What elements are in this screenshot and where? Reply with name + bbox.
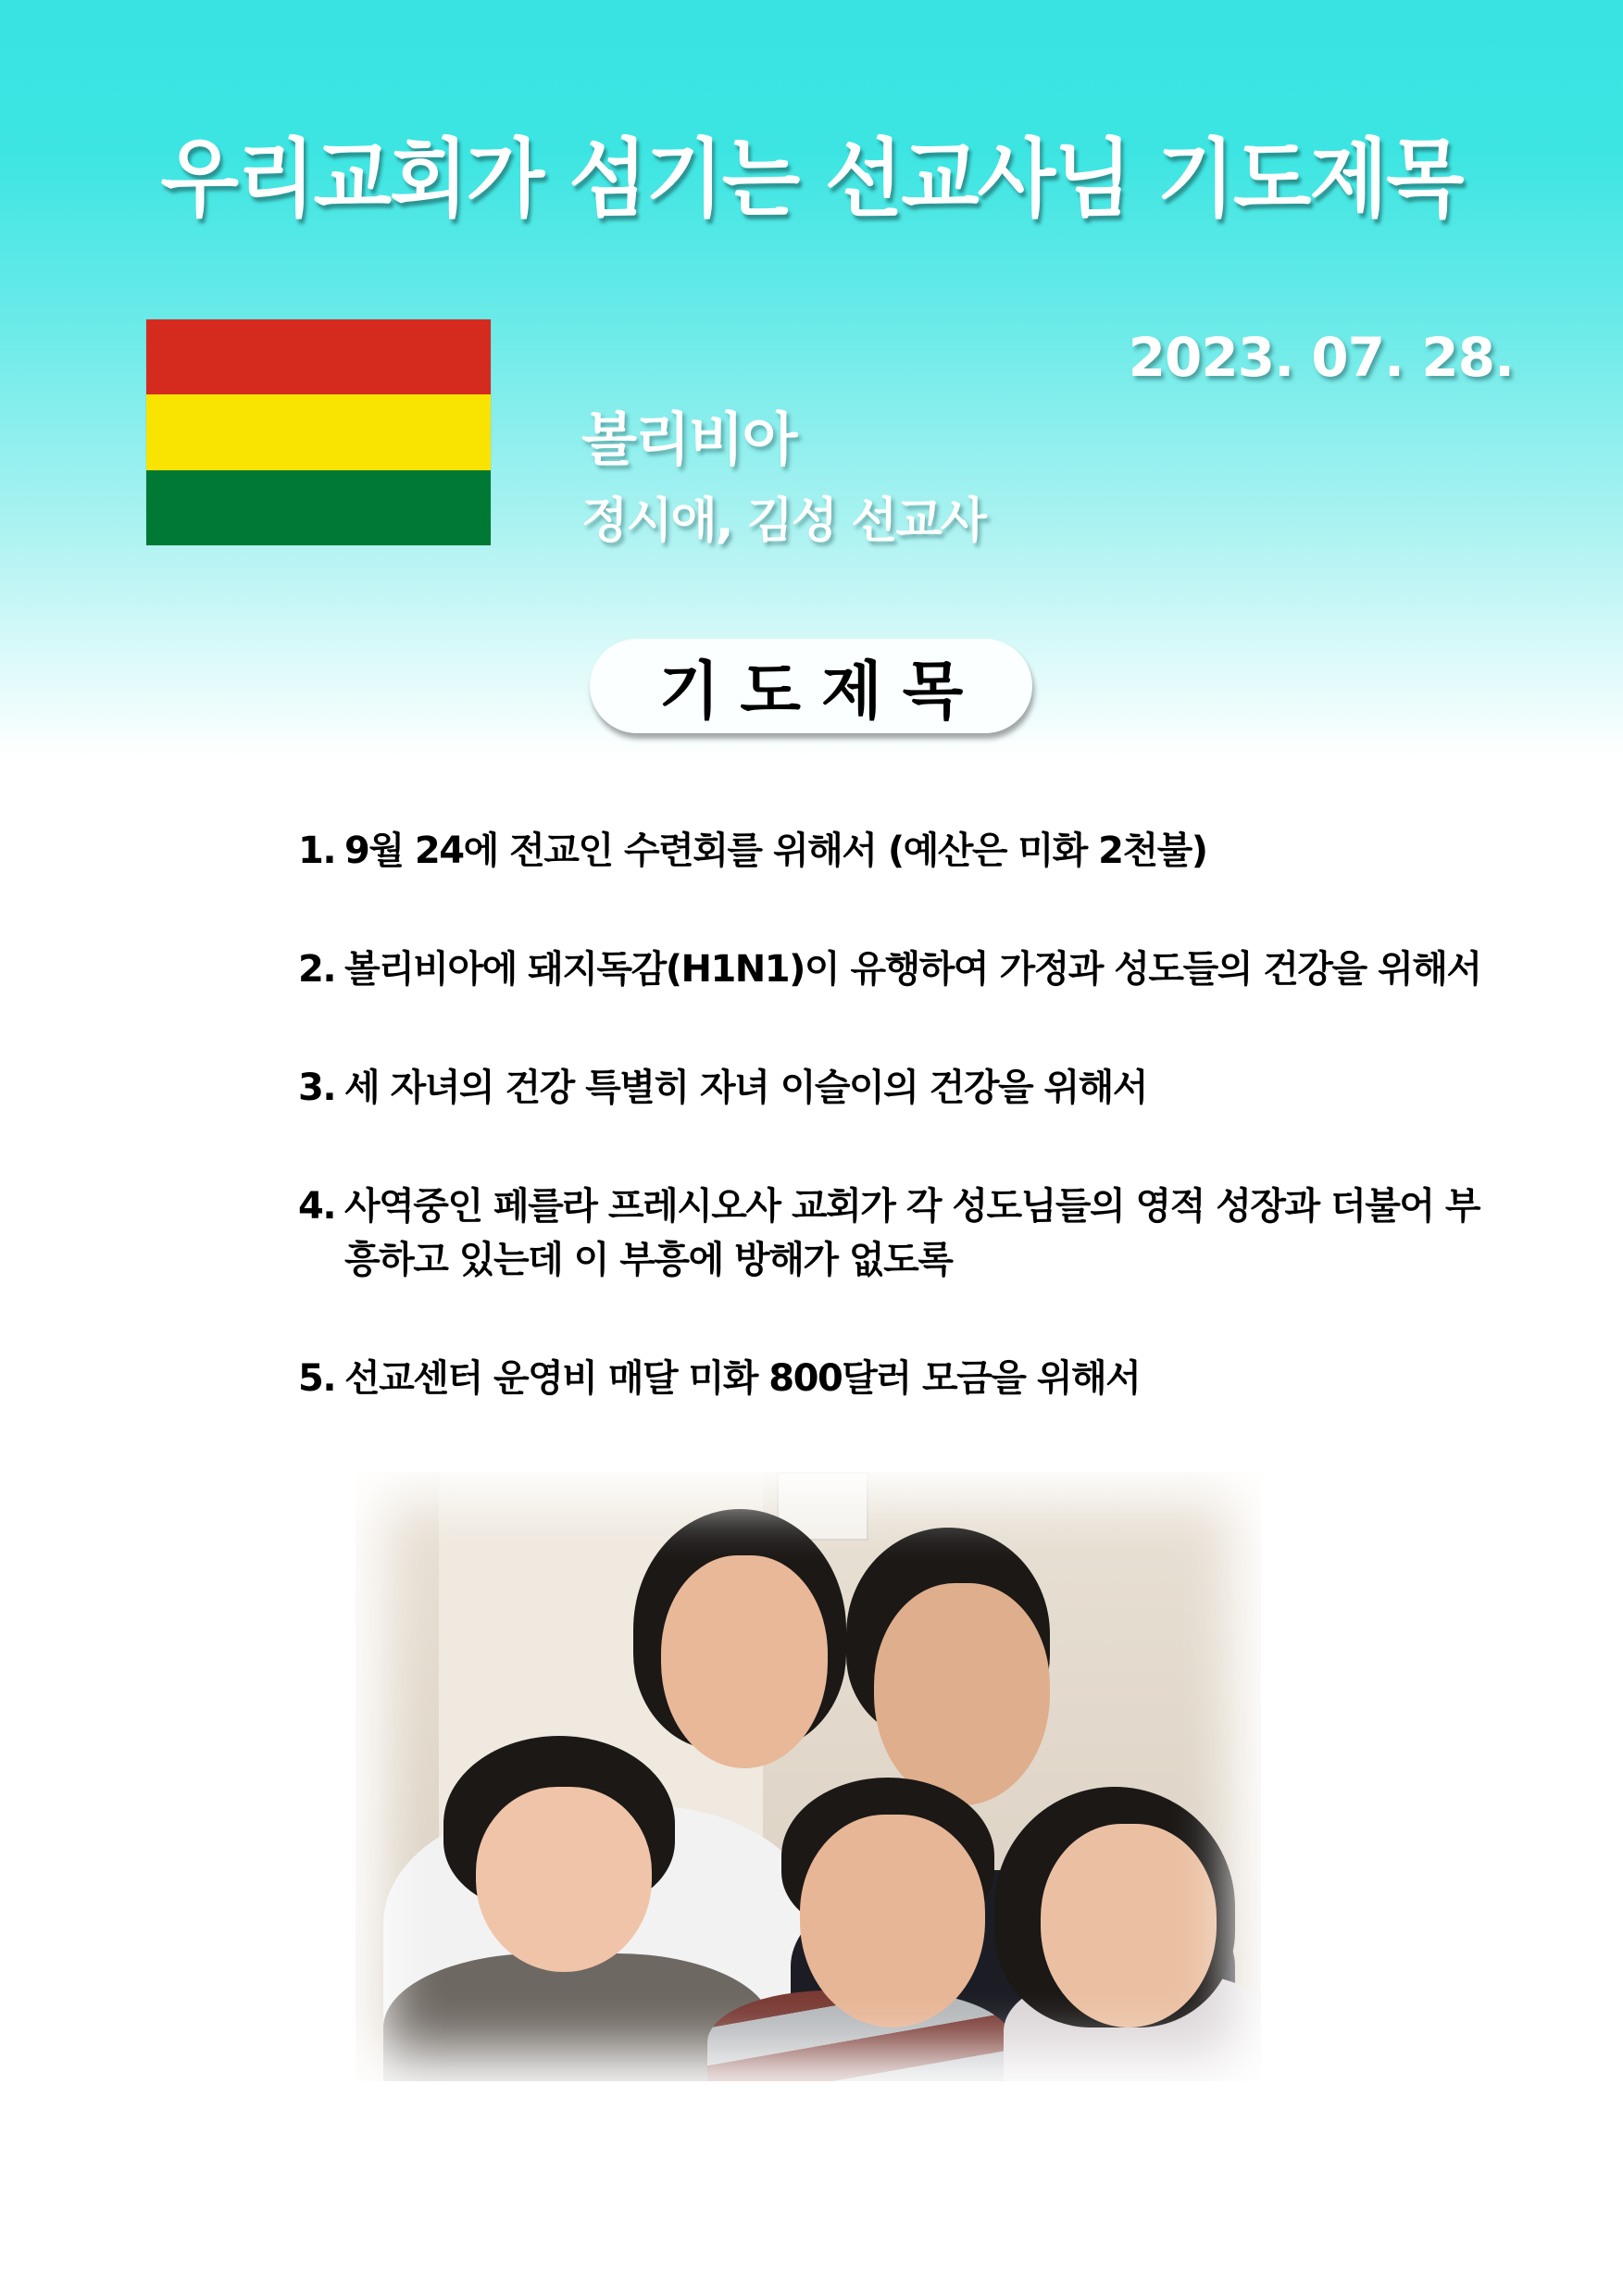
flag-stripe-red [146, 319, 491, 394]
prayer-text: 사역중인 페를라 프레시오사 교회가 각 성도님들의 영적 성장과 더불어 부흥하고 있는데 이 부흥에 방해가 없도록 [344, 1185, 1480, 1281]
photo-vignette [356, 1472, 1261, 2081]
section-title-pill [590, 639, 1032, 733]
bolivia-flag [146, 319, 491, 545]
family-photo [356, 1472, 1261, 2081]
prayer-number: 4. [298, 1185, 336, 1228]
prayer-item [298, 1179, 1502, 1287]
prayer-item [298, 942, 1576, 996]
prayer-list [298, 824, 1576, 1470]
prayer-item [298, 1352, 1576, 1405]
flag-stripe-green [146, 470, 491, 545]
date-label: 2023. 07. 28. [1128, 326, 1514, 389]
flag-stripe-yellow [146, 394, 491, 469]
prayer-text: 세 자녀의 건강 특별히 자녀 이슬이의 건강을 위해서 [344, 1067, 1147, 1109]
prayer-item [298, 824, 1576, 878]
page-title: 우리교회가 섬기는 선교사님 기도제목 [160, 130, 1463, 229]
prayer-number: 5. [298, 1357, 336, 1400]
section-title: 기도제목 [658, 655, 984, 729]
prayer-text: 볼리비아에 돼지독감(H1N1)이 유행하여 가정과 성도들의 건강을 위해서 [344, 948, 1481, 991]
prayer-number: 3. [298, 1067, 336, 1109]
missionary-names: 정시애, 김성 선교사 [581, 493, 985, 549]
prayer-item [298, 1061, 1576, 1115]
country-name: 볼리비아 [581, 406, 796, 473]
prayer-text: 선교센터 운영비 매달 미화 800달러 모금을 위해서 [344, 1357, 1141, 1400]
prayer-number: 1. [298, 830, 336, 872]
prayer-number: 2. [298, 948, 336, 991]
prayer-text: 9월 24에 전교인 수련회를 위해서 (예산은 미화 2천불) [344, 830, 1207, 872]
